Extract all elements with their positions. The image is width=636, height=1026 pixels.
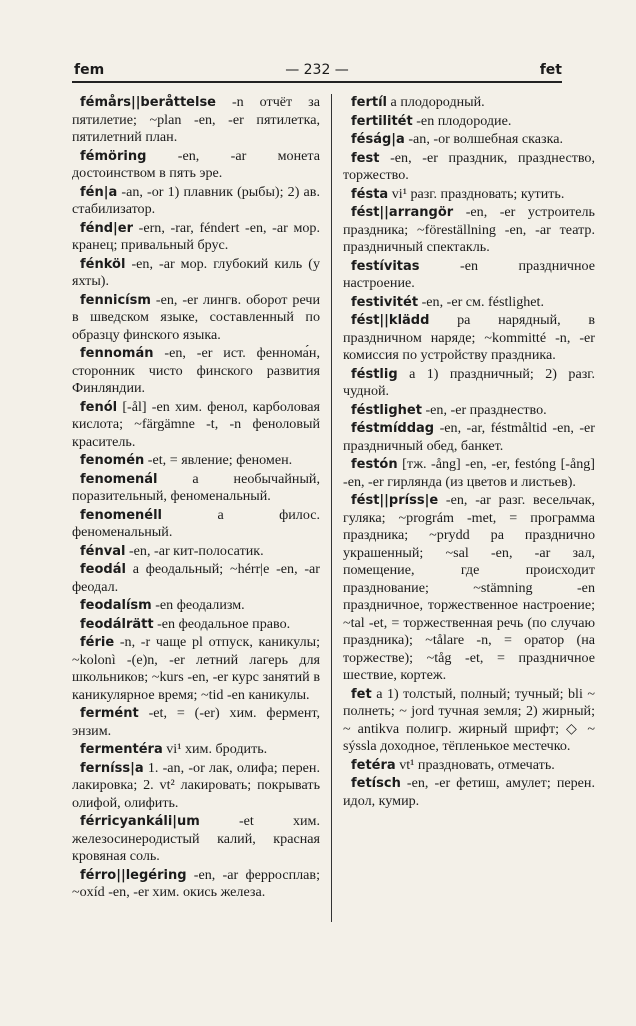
dictionary-entry [72,292,320,345]
entry-definition: -n отчёт за пятилетие; ~plan -en, -er пятилетка, пятилетний план. [72,94,320,145]
entry-definition: -en, -er праздник, празднество, торжество. [343,149,595,183]
dictionary-entry [72,634,320,704]
entry-headword: fenomén [80,453,145,468]
entry-definition: -en, -er ист. феннома́н, сторонник чисто финского развития Финляндии. [72,345,320,396]
entry-headword: fennomán [80,346,154,361]
entry-definition: -en плодородие. [412,112,512,129]
entry-definition: -an, -or волшебная сказка. [404,131,563,147]
entry-headword: fénköl [80,256,126,272]
entry-headword: fést||klädd [351,313,430,328]
dictionary-entry [72,867,320,902]
header-right-guide-word: fet [539,62,562,78]
entry-headword: festivitét [351,294,419,310]
entry-definition: -en феодализм. [151,597,245,613]
entry-definition: a 1) толстый, полный; тучный; bli ~ полнеть; ~ jord тучная земля; 2) жирный; ~ antikva полигр. жирный шрифт; ◇ ~ sýssla доходное, тёпленькое местечко. [343,685,595,754]
entry-headword: festívitas [351,258,420,274]
dictionary-entry [72,543,320,561]
dictionary-entry [72,184,320,219]
entry-headword: fennicísm [80,292,151,308]
dictionary-entry [343,686,595,756]
dictionary-entry [343,94,595,112]
dictionary-entry [72,507,320,542]
entry-headword: fést||arrangör [351,205,454,220]
entry-definition: -en феодальное право. [153,615,291,632]
dictionary-entry [72,616,320,634]
entry-definition: -en, -er устроитель праздника; ~föreställning -en, -ar театр. праздничный спектакль. [343,204,595,255]
entry-headword: fest [351,150,380,166]
dictionary-entry [343,186,595,204]
dictionary-entry [72,345,320,398]
entry-headword: féstlighet [351,402,422,418]
entry-headword: fén|a [80,184,118,200]
entry-definition: -en, -ar монета достоинством в пять эре. [72,147,320,181]
entry-definition: -ern, -rar, féndert -en, -ar мор. кранец; привальный брус. [72,219,320,253]
entry-definition: -et хим. железосинеродистый калий, красная кровяная соль. [72,813,320,864]
dictionary-entry [343,757,595,775]
entry-definition: -et, = явление; феномен. [144,452,293,468]
left-column [72,94,320,903]
entry-headword: fést||príss|e [351,493,439,508]
entry-headword: férie [80,635,115,650]
entry-definition: -an, -or 1) плавник (рыбы); 2) ав. стабилизатор. [72,183,320,217]
dictionary-entry [343,204,595,257]
entry-headword: féstlig [351,366,398,382]
dictionary-entry [343,775,595,810]
entry-definition: -en, -er фетиш, амулет; перен. идол, кумир. [343,775,595,809]
dictionary-entry [343,366,595,401]
entry-headword: fénval [80,543,126,559]
dictionary-entry [72,471,320,506]
entry-headword: festón [351,457,398,472]
entry-definition: -en, -er см. féstlighet. [418,293,544,310]
dictionary-entry [343,312,595,365]
entry-headword: fermentéra [80,742,163,757]
dictionary-entry [343,420,595,455]
page-header [72,62,562,80]
entry-definition: a 1) праздничный; 2) разг. чудной. [343,365,595,399]
dictionary-entry [72,705,320,740]
dictionary-entry [72,597,320,615]
entry-headword: fetísch [351,776,401,791]
dictionary-entry [72,256,320,291]
entry-headword: fémårs||beråttelse [80,95,216,110]
dictionary-entry [72,399,320,452]
entry-definition: -en, -ar кит-полосатик. [125,542,264,559]
entry-headword: féstmíddag [351,421,435,436]
entry-definition: a плодородный. [387,94,485,110]
entry-headword: fémöring [80,148,147,164]
right-column [343,94,595,811]
entry-definition: -en, -ar разг. весельчак, гуляка; ~prográm -met, = программа праздника; ~prydd pa празднично украшенный; ~sal -en, -ar зал, помещение, где происходит празднование; ~stämning -en праздничное, торжественное настроение; ~tal -et, = торжественная речь (по случаю праздника); ~tålare -n, = оратор (на торжестве); ~tåg -et, = праздничное шествие, кортеж. [343,492,595,683]
dictionary-entry [343,402,595,420]
dictionary-entry [343,258,595,293]
dictionary-entry [343,492,595,685]
dictionary-entry [343,294,595,312]
entry-headword: fénd|er [80,220,134,236]
entry-headword: férricyankáli|um [80,814,200,829]
entry-headword: fet [351,686,372,702]
entry-headword: férro||legéring [80,867,187,883]
dictionary-entry [72,741,320,759]
dictionary-entry [72,94,320,147]
entry-definition: a необычайный, поразительный, феноменальный. [72,470,320,504]
entry-definition: [тж. -ång] -en, -er, festóng [-ång] -en, -er гирлянда (из цветов и листьев). [343,456,595,490]
entry-headword: fermént [80,706,139,721]
header-left-guide-word: fem [74,62,105,78]
entry-definition: -et, = (-er) хим. фермент, энзим. [72,705,320,739]
page-number: — 232 — [285,62,349,78]
dictionary-entry [72,148,320,183]
entry-definition: -en, -ar ферросплав; ~oxíd -en, -er хим. окись железа. [72,866,320,900]
dictionary-entry [72,220,320,255]
entry-definition: pa нарядный, в праздничном наряде; ~kommitté -n, -er комиссия по устройству праздника. [343,312,595,363]
entry-headword: feodalísm [80,598,152,613]
entry-definition: -n, -r чаще pl отпуск, каникулы; ~kolonì -(e)n, -er летний лагерь для школьников; ~kurs -en, -er курс занятий в каникулярное время; ~tid -en каникулы. [72,634,320,703]
dictionary-entry [72,561,320,596]
entry-definition: 1. -an, -or лак, олифа; перен. лакировка; 2. vt² лакировать; покрывать олифой, олифить. [72,759,320,811]
dictionary-entry [343,456,595,491]
entry-definition: -en праздничное настроение. [343,257,595,291]
entry-definition: -en, -er лингв. оборот речи в шведском языке, составленный по образцу финского языка. [72,291,320,343]
entry-headword: fertíl [351,95,388,110]
dictionary-entry [343,150,595,185]
entry-definition: a филос. феноменальный. [72,506,320,540]
entry-definition: -en, -ar, féstmåltid -en, -er праздничный обед, банкет. [343,420,595,454]
entry-headword: féság|a [351,132,405,147]
entry-headword: fenomenéll [80,507,163,523]
entry-definition: -en, -er празднество. [421,401,547,418]
entry-definition: vi¹ хим. бродить. [162,741,268,757]
entry-definition: [-ål] -en хим. фенол, карболовая кислота; ~färgämne -t, -n феноловый краситель. [72,398,320,450]
dictionary-entry [72,813,320,866]
dictionary-entry [72,452,320,470]
entry-definition: a феодальный; ~hérr|e -en, -ar феодал. [72,561,320,595]
entry-definition: vt¹ праздновать, отмечать. [395,756,555,773]
entry-headword: feodálrätt [80,616,154,632]
entry-headword: fetéra [351,757,396,773]
dictionary-entry [72,760,320,813]
entry-definition: vi¹ разг. праздновать; кутить. [388,185,565,202]
entry-headword: feodál [80,562,126,577]
entry-headword: fésta [351,186,389,202]
dictionary-entry [343,131,595,149]
entry-headword: fenomenál [80,471,158,487]
column-separator [331,94,332,922]
dictionary-entry [343,113,595,131]
entry-headword: fertilitét [351,113,413,129]
entry-headword: fenól [80,399,118,415]
entry-headword: ferníss|a [80,760,144,776]
entry-definition: -en, -ar мор. глубокий киль (у яхты). [72,255,320,289]
header-rule [72,81,562,83]
